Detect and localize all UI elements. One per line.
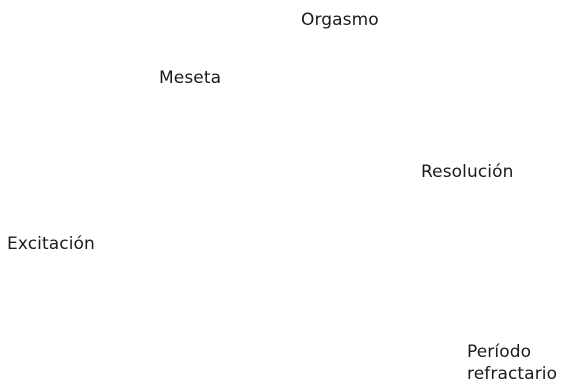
phase-label-orgasmo: Orgasmo	[301, 10, 379, 30]
phase-label-resolucion: Resolución	[421, 162, 514, 182]
phase-label-excitacion: Excitación	[7, 234, 95, 254]
phase-label-meseta: Meseta	[159, 68, 222, 88]
phase-label-periodo-refractario	[467, 341, 557, 385]
phase-label-periodo-refractario-line-2: refractario	[467, 364, 558, 384]
phase-label-periodo-refractario-line-1: Período	[467, 342, 532, 362]
